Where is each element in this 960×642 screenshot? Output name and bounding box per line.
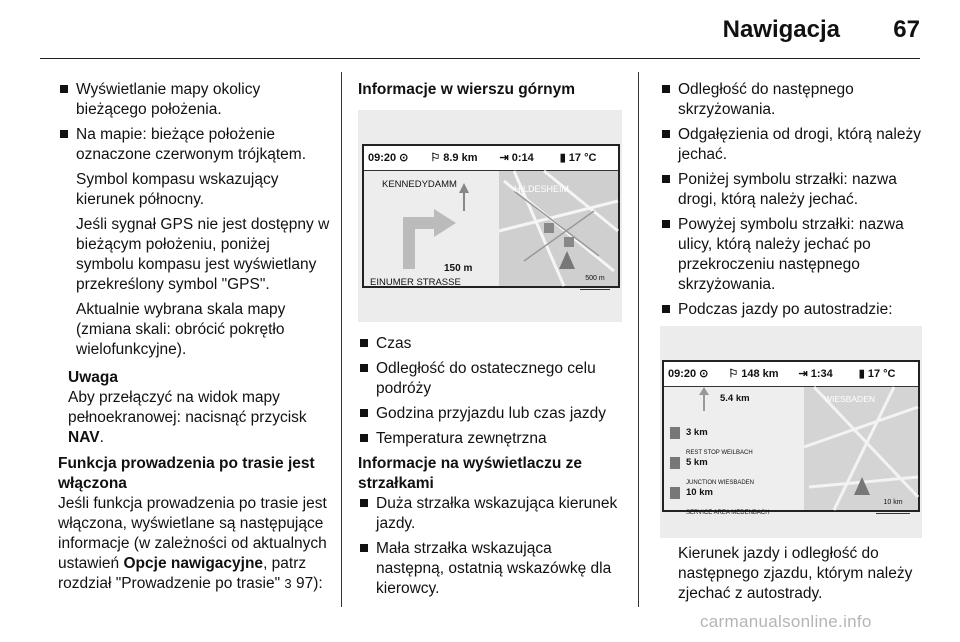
city-label: WIESBADEN [824,394,876,404]
section-heading: Informacje na wyświetlaczu ze strzałkami [358,455,582,492]
nav-display [662,360,920,516]
bullet-square [662,305,670,313]
bullet-square [662,175,670,183]
thermometer-icon: ▮ [559,152,566,164]
destination-flag-icon: ⚐ [430,152,441,164]
map-scale: 500 m [580,269,610,290]
column-1 [58,80,330,599]
page-header [0,0,960,60]
list-item: Wyświetlanie mapy okolicy bieżącego położenia. [58,80,330,120]
column-3 [660,80,922,609]
exit-item: 10 km SERVICE AREA MEDENBACH [686,487,770,516]
paragraph: Symbol kompasu wskazujący kierunek północny. [76,171,279,208]
list-item: Godzina przyjazdu lub czas jazdy [358,404,622,424]
list-item: Powyżej symbolu strzałki: nazwa ulicy, którą należy jechać po przekroczeniu następnego skrzyżowania. [660,215,922,295]
bullet-square [360,339,368,347]
bullet-square [60,130,68,138]
paragraph: Jeśli funkcja prowadzenia po trasie jest włączona, wyświetlane są następujące informacje (w zależności od aktualnych ustawień Opcje nawigacyjne, patrz rozdział "Prowadzenie po trasie" 3 97): [58,495,327,592]
bullet-square [662,130,670,138]
bullet-square [360,434,368,442]
exit-item: 3 km REST STOP WEILBACH [686,427,753,456]
section-title: Nawigacja [722,16,840,43]
arrow-ref-icon: 3 [284,576,292,591]
note [58,368,330,448]
bullet-square [360,409,368,417]
list-item: Odległość do następnego skrzyżowania. [660,80,922,120]
clock-icon: ⊙ [699,368,709,380]
destination-flag-icon: ⚐ [728,368,739,380]
list-item: Mała strzałka wskazująca następną, ostatnią wskazówkę dla kierowcy. [358,539,622,599]
image-caption: Kierunek jazdy i odległość do następnego zjazdu, którym należy zjechać z autostrady. [678,545,913,602]
clock-icon: ⊙ [399,152,409,164]
column-divider [341,72,342,607]
bullet-square [360,544,368,552]
nav-screen-image-2 [660,326,922,538]
list-item: Podczas jazdy po autostradzie: [660,300,922,320]
watermark: carmanualsonline.info [700,612,872,631]
bullet-square [360,364,368,372]
paragraph: Aktualnie wybrana skala mapy (zmiana skali: obrócić pokrętło wielofunkcyjne). [76,301,286,358]
street-label-top: KENNEDYDAMM [382,179,457,190]
bullet-square [60,85,68,93]
map-scale: 10 km [876,493,910,514]
street-label-bottom: EINUMER STRASSE [370,277,461,288]
map-view [664,387,918,516]
page-number: 67 [893,16,920,43]
column-2 [358,80,622,604]
nav-screen-image-1 [358,110,622,322]
paragraph: Jeśli sygnał GPS nie jest dostępny w bieżącym położeniu, poniżej symbolu kompasu jest wyświetlany przekreślony symbol "GPS". [76,216,330,293]
list-item: Odgałęzienia od drogi, którą należy jechać. [660,125,922,165]
list-item: Poniżej symbolu strzałki: nazwa drogi, którą należy jechać. [660,170,922,210]
list-item: Czas [358,334,622,354]
top-distance: 5.4 km [720,393,750,404]
list-item: Duża strzałka wskazująca kierunek jazdy. [358,494,622,534]
note-title: Uwaga [68,369,118,386]
section-heading: Funkcja prowadzenia po trasie jest włączona [58,455,315,492]
column-divider [638,72,639,607]
arrival-arrow-icon: ⇥ [499,152,509,164]
list-item: Temperatura zewnętrzna [358,429,622,449]
exit-item: 5 km JUNCTION WIESBADEN [686,457,755,486]
arrival-arrow-icon: ⇥ [798,368,808,380]
city-label: HILDESHEIM [514,184,570,194]
list-item: Na mapie: bieżące położenie oznaczone czerwonym trójkątem. [58,125,330,165]
nav-button-label: NAV [68,429,100,446]
status-bar: 09:20 ⊙ ⚐ 148 km ⇥ 1:34 ▮ 17 °C [664,362,918,387]
bullet-square [662,85,670,93]
thermometer-icon: ▮ [858,368,865,380]
bullet-square [360,499,368,507]
section-heading: Informacje w wierszu górnym [358,81,576,98]
header-rule [40,58,920,59]
map-view [364,171,618,286]
nav-display [362,144,620,288]
list-item: Odległość do ostatecznego celu podróży [358,359,622,399]
note-text: Aby przełączyć na widok mapy pełnoekranowej: nacisnąć przycisk NAV. [68,389,307,446]
bullet-square [662,220,670,228]
distance-label: 150 m [444,263,473,274]
status-bar: 09:20 ⊙ ⚐ 8.9 km ⇥ 0:14 ▮ 17 °C [364,146,618,171]
